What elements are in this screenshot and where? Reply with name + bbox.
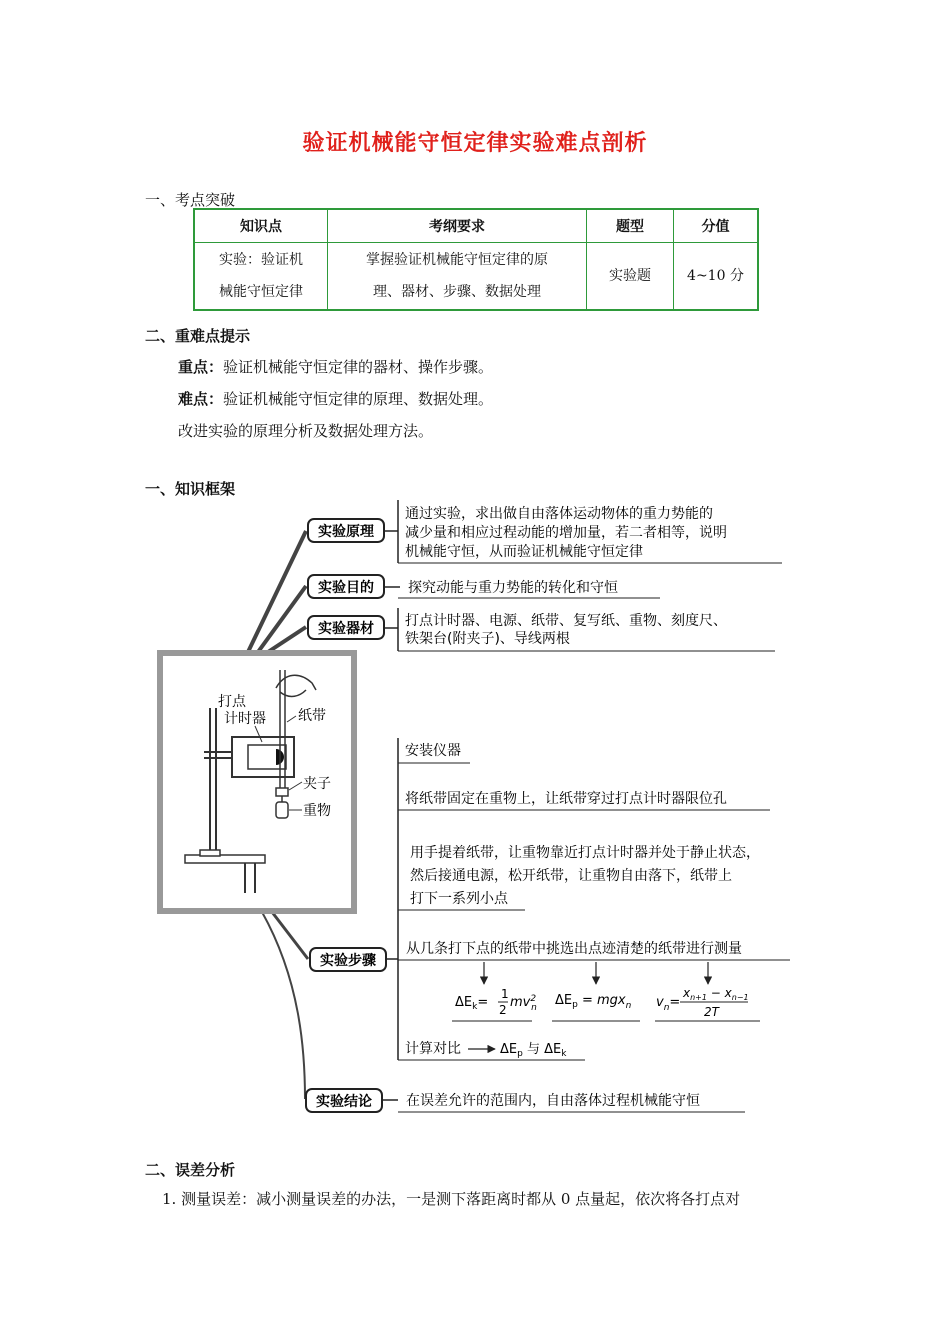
conclusion-text: 在误差允许的范围内，自由落体过程机械能守恒	[406, 1093, 700, 1109]
step-1: 安装仪器	[405, 743, 461, 759]
apparatus-timer-label-1: 打点	[218, 694, 246, 710]
table-header-score: 分值	[674, 209, 759, 243]
principle-line-1: 通过实验，求出做自由落体运动物体的重力势能的	[405, 506, 713, 522]
section-heading-knowledge-framework: 一、知识框架	[145, 480, 236, 498]
apparatus-clip-label: 夹子	[303, 776, 331, 792]
svg-text:ΔEp 与 ΔEk: $\Delta E_p$ 与 $\Delta E_k$	[500, 1042, 567, 1059]
formula-velocity	[655, 986, 760, 1021]
formula-kinetic	[452, 987, 537, 1021]
table-header-type: 题型	[587, 209, 674, 243]
equipment-line-2: 铁架台(附夹子)、导线两根	[405, 631, 570, 647]
formula-potential	[552, 993, 640, 1021]
topic-line: 械能守恒定律	[219, 284, 303, 300]
apparatus-illustration	[160, 653, 354, 911]
principle-line-3: 机械能守恒，从而验证机械能守恒定律	[405, 544, 643, 560]
difficult-text: 验证机械能守恒定律的原理、数据处理。	[223, 390, 494, 408]
purpose-text: 探究动能与重力势能的转化和守恒	[408, 580, 618, 596]
apparatus-tape-label: 纸带	[298, 708, 326, 724]
principle-label: 实验原理	[318, 524, 374, 540]
apparatus-weight-label: 重物	[303, 803, 331, 819]
svg-text:xn+1 − xn−1: $x_{n+1} - x_{n-1}$	[683, 986, 749, 1002]
step-4: 从几条打下点的纸带中挑选出点迹清楚的纸带进行测量	[406, 941, 742, 957]
topic-line: 实验：验证机	[219, 252, 303, 268]
error-item-1: 1. 测量误差：减小测量误差的办法，一是测下落距离时都从 0 点量起，依次将各打点对	[162, 1190, 741, 1208]
section-heading-error-analysis: 二、误差分析	[145, 1161, 236, 1179]
page-title: 验证机械能守恒定律实验难点剖析	[302, 131, 648, 156]
table-header-topic: 知识点	[194, 209, 328, 243]
step-2: 将纸带固定在重物上，让纸带穿过打点计时器限位孔	[405, 791, 727, 807]
requirement-line: 理、器材、步骤、数据处理	[373, 284, 541, 300]
step-3-line-3: 打下一系列小点	[410, 891, 508, 907]
table-cell-type: 实验题	[587, 243, 674, 311]
equipment-label: 实验器材	[318, 621, 374, 637]
branch-conclusion	[262, 912, 305, 1099]
principle-label-box	[308, 519, 384, 542]
table-header-requirement: 考纲要求	[328, 209, 587, 243]
steps-label-box	[310, 948, 386, 971]
key-text: 验证机械能守恒定律的器材、操作步骤。	[223, 358, 494, 376]
steps-label: 实验步骤	[320, 953, 376, 969]
svg-text:计算对比: 计算对比	[405, 1041, 461, 1057]
purpose-label: 实验目的	[318, 580, 374, 596]
compare-row	[398, 1040, 585, 1060]
equipment-label-box	[308, 616, 384, 639]
table-cell-score: 4~10 分	[674, 243, 759, 311]
svg-text:mv2n: $mv^2$ n	[510, 994, 537, 1013]
apparatus-timer-label-2: 计时器	[224, 711, 266, 727]
requirement-line: 掌握验证机械能守恒定律的原	[366, 252, 548, 268]
svg-text:2T: 2T	[704, 1005, 719, 1019]
svg-text:1: 1	[501, 987, 509, 1001]
equipment-line-1: 打点计时器、电源、纸带、复写纸、重物、刻度尺、	[405, 613, 727, 629]
svg-text:ΔEp = mgxn: $\Delta E_p = mgx_n$	[555, 993, 632, 1011]
branch-steps	[272, 912, 308, 959]
principle-line-2: 减少量和相应过程动能的增加量，若二者相等，说明	[405, 525, 727, 541]
conclusion-label: 实验结论	[316, 1094, 372, 1110]
conclusion-label-box	[306, 1089, 382, 1112]
svg-text:2: 2	[499, 1003, 507, 1017]
step-3-line-1: 用手提着纸带，让重物靠近打点计时器并处于静止状态，	[410, 845, 760, 861]
key-label: 重点：	[178, 358, 224, 376]
difficult-label: 难点：	[178, 390, 224, 408]
svg-text:vn=: $v_n=$	[656, 995, 681, 1013]
section-heading-key-points: 二、重难点提示	[145, 327, 251, 345]
svg-text:ΔEk=: $\Delta E_k=$	[455, 995, 489, 1012]
section-heading-exam-points: 一、考点突破	[145, 191, 236, 209]
purpose-label-box	[308, 575, 384, 598]
extra-point-line: 改进实验的原理分析及数据处理方法。	[178, 422, 434, 440]
step-3-line-2: 然后接通电源，松开纸带，让重物自由落下，纸带上	[410, 868, 732, 884]
